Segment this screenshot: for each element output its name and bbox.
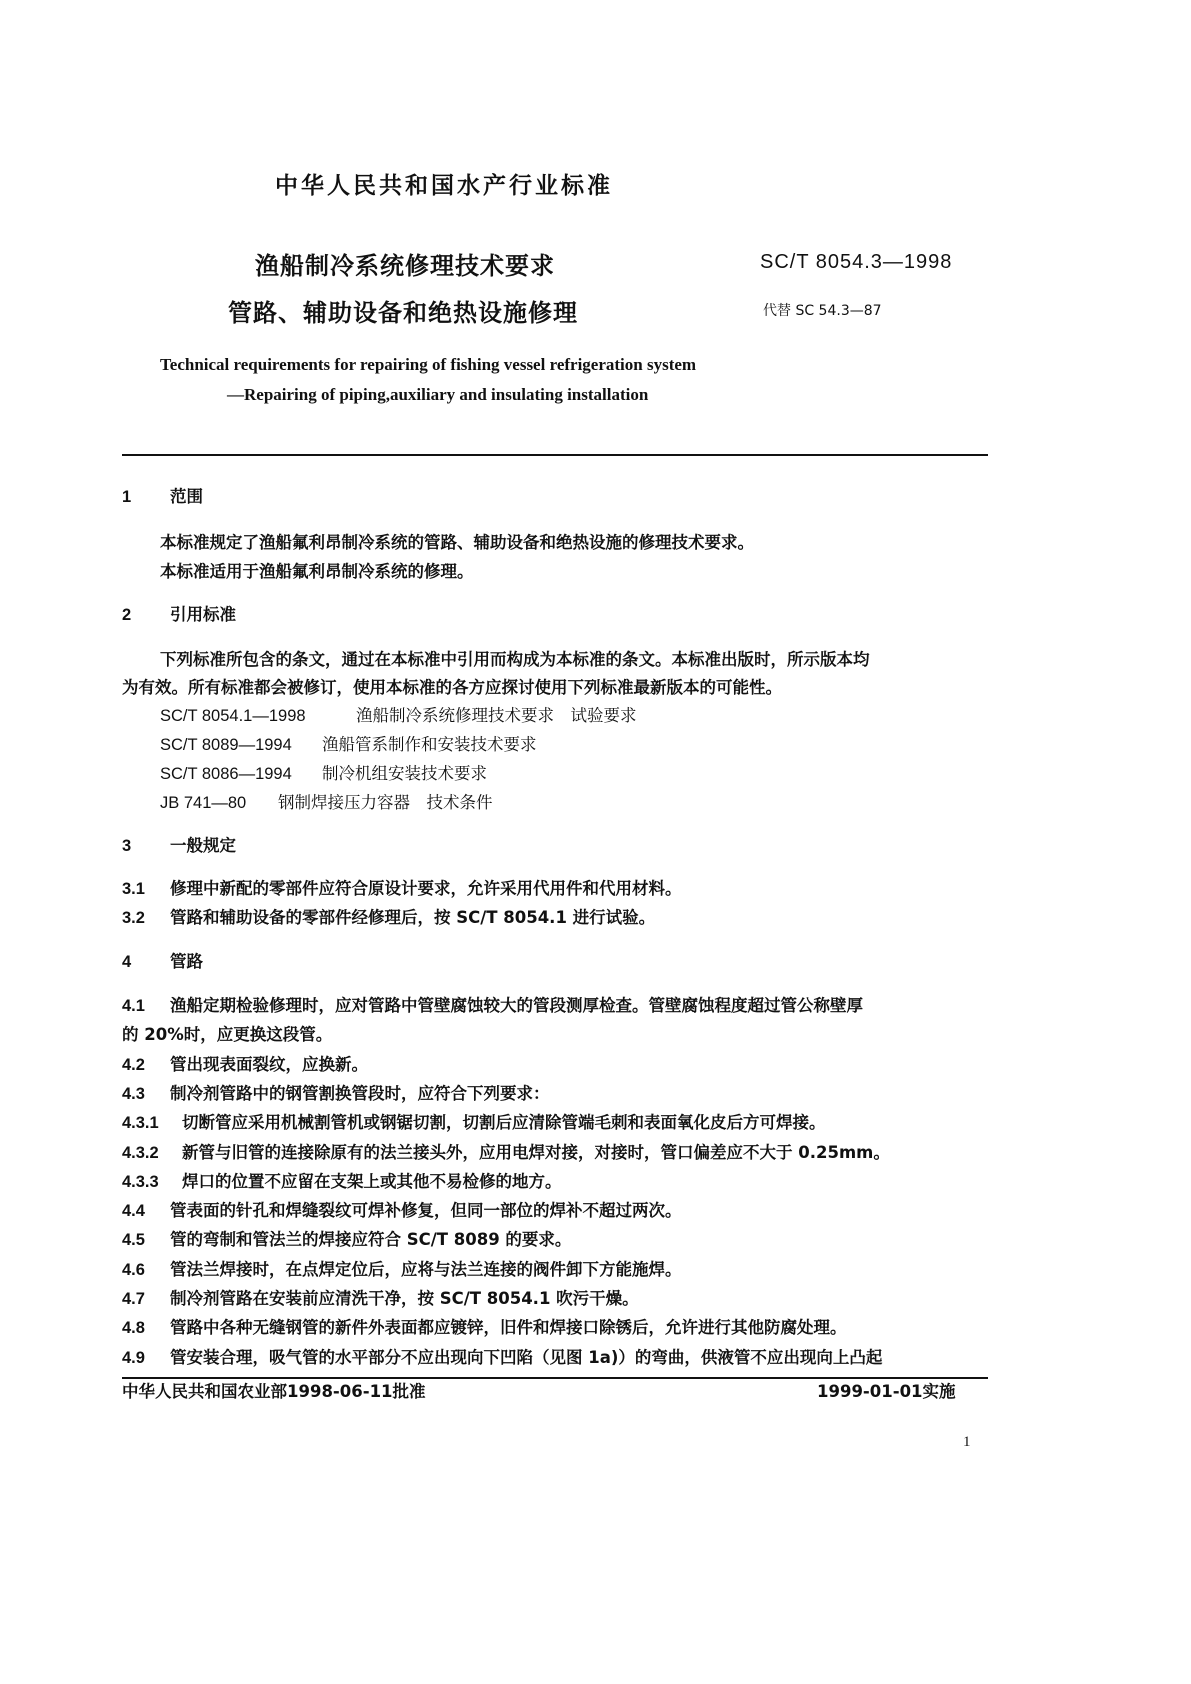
footer-rule (122, 1377, 988, 1379)
english-title-2: —Repairing of piping,auxiliary and insulating installation (227, 385, 649, 404)
clause-number: 4.8 (122, 1319, 145, 1338)
reference-item (160, 764, 487, 784)
clause-text: 管出现表面裂纹，应换新。 (170, 1054, 368, 1074)
approval-date: 中华人民共和国农业部1998-06-11批准 (122, 1382, 426, 1401)
section-title: 引用标准 (170, 605, 236, 624)
clause (122, 1143, 890, 1163)
section-number: 2 (122, 606, 132, 624)
clause-text: 渔船定期检验修理时，应对管路中管壁腐蚀较大的管段测厚检查。管壁腐蚀程度超过管公称壁厚 (170, 996, 863, 1015)
clause-text: 管法兰焊接时，在点焊定位后，应将与法兰连接的阀件卸下方能施焊。 (170, 1259, 682, 1279)
clause-number: 4.4 (122, 1202, 145, 1221)
standard-code: SC/T 8054.3—1998 (760, 251, 953, 273)
reference-item (160, 793, 493, 813)
clause (122, 1260, 682, 1280)
clause-number: 4.3.3 (122, 1172, 159, 1191)
clause-continuation (122, 1025, 332, 1045)
clause-number: 4.5 (122, 1231, 145, 1250)
clause-text: 制冷剂管路在安装前应清洗干净，按 SC/T 8054.1 吹污干燥。 (170, 1289, 639, 1308)
clause-text: 管路和辅助设备的零部件经修理后，按 SC/T 8054.1 进行试验。 (170, 908, 656, 927)
section-1-heading (122, 487, 203, 507)
clause (122, 1172, 562, 1192)
clause-number: 4.9 (122, 1348, 145, 1367)
reference-title: 制冷机组安装技术要求 (322, 764, 487, 783)
paragraph: 本标准适用于渔船氟利昂制冷系统的修理。 (160, 562, 474, 581)
clause (122, 1084, 550, 1104)
paragraph: 下列标准所包含的条文，通过在本标准中引用而构成为本标准的条文。本标准出版时，所示版本均 (160, 650, 870, 669)
section-number: 4 (122, 953, 132, 971)
english-title-1: Technical requirements for repairing of fishing vessel refrigeration system (160, 355, 697, 374)
clause-text-continued: 的 20%时，应更换这段管。 (122, 1025, 333, 1045)
section-2-heading (122, 605, 236, 625)
clause-number: 4.3 (122, 1084, 145, 1103)
clause-number: 3.2 (122, 909, 145, 927)
section-title: 一般规定 (170, 836, 236, 855)
clause-text: 管的弯制和管法兰的焊接应符合 SC/T 8089 的要求。 (170, 1230, 572, 1250)
page-number: 1 (963, 1434, 971, 1450)
clause-number: 4.3.2 (122, 1143, 159, 1162)
header-rule (122, 454, 988, 456)
reference-code: SC/T 8054.1—1998 (160, 707, 306, 725)
section-title: 范围 (170, 487, 203, 506)
section-4-heading (122, 952, 203, 972)
reference-code: SC/T 8086—1994 (160, 765, 292, 783)
clause-text: 新管与旧管的连接除原有的法兰接头外，应用电焊对接，对接时，管口偏差应不大于 0.25mm。 (182, 1142, 890, 1162)
clause-text: 切断管应采用机械割管机或钢锯切割，切割后应清除管端毛刺和表面氧化皮后方可焊接。 (182, 1113, 826, 1133)
clause-text: 管安装合理，吸气管的水平部分不应出现向下凹陷（见图 1a)）的弯曲，供液管不应出现向上凸起 (170, 1347, 883, 1367)
clause-number: 4.6 (122, 1260, 145, 1279)
clause-number: 4.2 (122, 1055, 145, 1074)
reference-title: 渔船制冷系统修理技术要求 试验要求 (356, 706, 637, 725)
paragraph: 本标准规定了渔船氟利昂制冷系统的管路、辅助设备和绝热设施的修理技术要求。 (160, 533, 754, 552)
paragraph: 为有效。所有标准都会被修订，使用本标准的各方应探讨使用下列标准最新版本的可能性。 (122, 678, 782, 697)
clause (122, 1289, 639, 1309)
clause-text: 焊口的位置不应留在支架上或其他不易检修的地方。 (182, 1171, 562, 1191)
section-number: 1 (122, 488, 132, 506)
clause (122, 1055, 368, 1075)
section-title: 管路 (170, 952, 203, 971)
standard-header: 中华人民共和国水产行业标准 (275, 173, 613, 199)
clause-text: 修理中新配的零部件应符合原设计要求，允许采用代用件和代用材料。 (170, 879, 682, 898)
clause (122, 1113, 826, 1133)
effective-date: 1999-01-01实施 (817, 1382, 956, 1401)
section-number: 3 (122, 837, 132, 855)
clause (122, 908, 655, 928)
clause (122, 996, 863, 1016)
reference-title: 钢制焊接压力容器 技术条件 (278, 793, 493, 812)
reference-code: JB 741—80 (160, 794, 247, 812)
title-line-2: 管路、辅助设备和绝热设施修理 (228, 299, 578, 327)
clause-number: 4.3.1 (122, 1114, 159, 1133)
title-line-1: 渔船制冷系统修理技术要求 (255, 252, 555, 280)
clause-number: 4.1 (122, 997, 145, 1015)
clause (122, 1318, 847, 1338)
clause-text: 管表面的针孔和焊缝裂纹可焊补修复，但同一部位的焊补不超过两次。 (170, 1201, 682, 1221)
clause-text: 管路中各种无缝钢管的新件外表面都应镀锌，旧件和焊接口除锈后，允许进行其他防腐处理。 (170, 1318, 847, 1338)
clause (122, 1230, 571, 1250)
clause (122, 1348, 882, 1368)
replaces-note: 代替 SC 54.3—87 (763, 303, 882, 319)
clause-text: 制冷剂管路中的钢管割换管段时，应符合下列要求： (170, 1083, 550, 1103)
reference-code: SC/T 8089—1994 (160, 736, 292, 754)
clause (122, 879, 682, 899)
clause-number: 4.7 (122, 1290, 145, 1308)
section-3-heading (122, 836, 236, 856)
clause (122, 1201, 682, 1221)
reference-title: 渔船管系制作和安装技术要求 (322, 735, 537, 754)
reference-item (160, 706, 637, 726)
reference-item (160, 735, 537, 755)
clause-number: 3.1 (122, 880, 145, 898)
